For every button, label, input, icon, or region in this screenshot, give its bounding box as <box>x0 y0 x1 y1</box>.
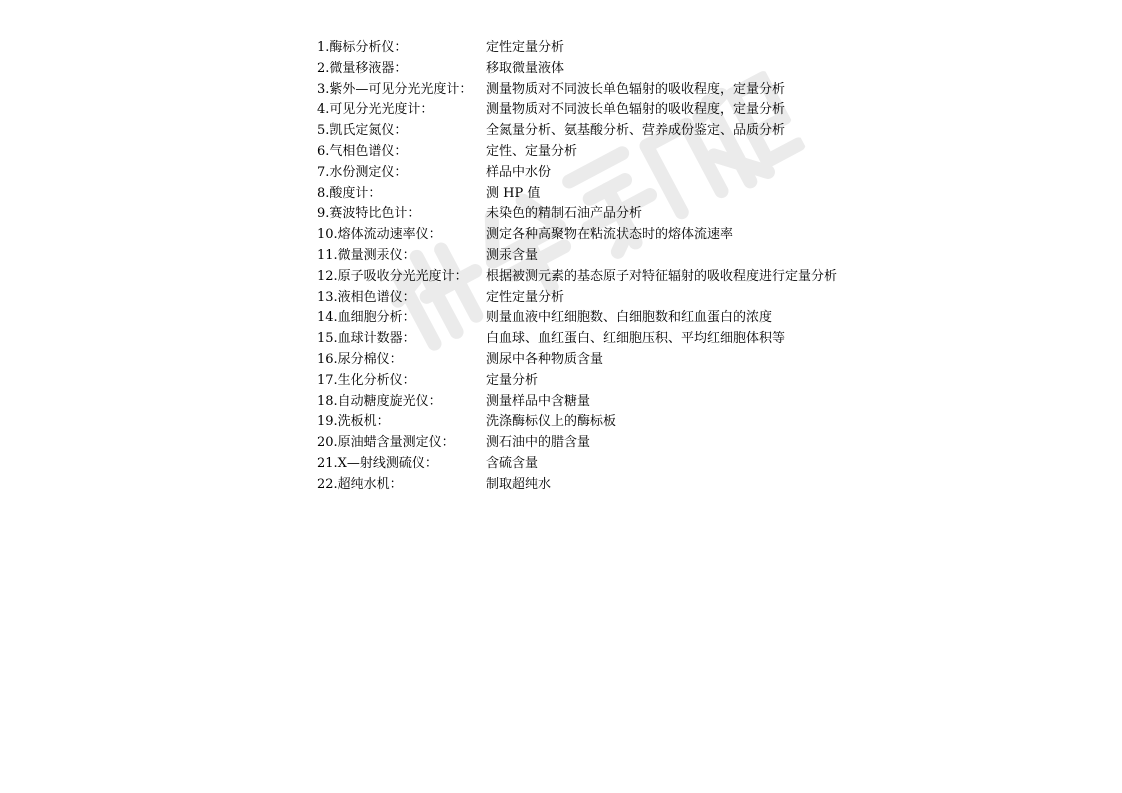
instrument-use: 定性定量分析 <box>486 40 565 55</box>
list-item <box>317 433 907 454</box>
instrument-name: 15.血球计数器： <box>317 331 416 347</box>
instrument-use: 测 HP 值 <box>486 185 541 201</box>
instrument-name: 3.紫外—可见分光光度计： <box>317 81 473 97</box>
instrument-name: 13.液相色谱仪： <box>317 289 416 305</box>
list-item <box>317 350 907 371</box>
list-item <box>317 121 907 142</box>
instrument-use: 测尿中各种物质含量 <box>486 351 604 367</box>
list-item <box>317 225 907 246</box>
instrument-name: 8.酸度计： <box>317 185 382 201</box>
instrument-name: 11.微量测汞仪： <box>317 247 416 263</box>
list-item <box>317 204 907 225</box>
instrument-name: 20.原油蜡含量测定仪： <box>317 435 455 451</box>
instrument-use: 则量血液中红细胞数、白细胞数和红血蛋白的浓度 <box>486 310 773 326</box>
instrument-name: 16.尿分棉仪： <box>317 351 403 367</box>
instrument-name: 19.洗板机： <box>317 414 390 430</box>
list-item <box>317 392 907 413</box>
list-item <box>317 184 907 205</box>
instrument-use: 根据被测元素的基态原子对特征辐射的吸收程度进行定量分析 <box>486 268 838 284</box>
instrument-use: 白血球、血红蛋白、红细胞压积、平均红细胞体积等 <box>486 331 786 347</box>
instrument-name: 6.气相色谱仪： <box>317 143 408 159</box>
instrument-use: 制取超纯水 <box>486 476 552 492</box>
instrument-use: 定性、定量分析 <box>486 143 578 159</box>
instrument-name: 5.凯氏定氮仪： <box>317 123 408 139</box>
instrument-name: 7.水份测定仪： <box>317 164 408 180</box>
list-item <box>317 142 907 163</box>
instrument-use: 测量物质对不同波长单色辐射的吸收程度，定量分析 <box>486 102 786 118</box>
list-item <box>317 38 907 59</box>
instrument-use: 含硫含量 <box>486 455 539 471</box>
instrument-use: 测量物质对不同波长单色辐射的吸收程度，定量分析 <box>486 81 786 97</box>
instrument-list <box>317 38 907 496</box>
instrument-name: 10.熔体流动速率仪： <box>317 227 442 243</box>
instrument-name: 14.血细胞分析： <box>317 310 416 326</box>
instrument-use: 未染色的精制石油产品分析 <box>486 206 643 222</box>
instrument-use: 移取微量液体 <box>486 60 565 76</box>
instrument-name: 1.酶标分析仪： <box>317 40 408 55</box>
instrument-use: 洗涤酶标仪上的酶标板 <box>486 414 617 430</box>
list-item <box>317 80 907 101</box>
instrument-use: 测汞含量 <box>486 247 539 263</box>
instrument-use: 定性定量分析 <box>486 289 565 305</box>
instrument-name: 12.原子吸收分光光度计： <box>317 268 468 284</box>
list-item <box>317 475 907 496</box>
list-item <box>317 246 907 267</box>
instrument-use: 测量样品中含糖量 <box>486 393 591 409</box>
instrument-name: 21.X—射线测硫仪： <box>317 455 438 471</box>
instrument-use: 测定各种高聚物在粘流状态时的熔体流速率 <box>486 227 734 243</box>
list-item <box>317 412 907 433</box>
instrument-use: 样品中水份 <box>486 164 552 180</box>
list-item <box>317 288 907 309</box>
list-item <box>317 59 907 80</box>
instrument-use: 定量分析 <box>486 372 539 388</box>
list-item <box>317 267 907 288</box>
instrument-name: 2.微量移液器： <box>317 60 408 76</box>
list-item <box>317 329 907 350</box>
instrument-name: 4.可见分光光度计： <box>317 102 434 118</box>
list-item <box>317 454 907 475</box>
list-item <box>317 163 907 184</box>
instrument-name: 17.生化分析仪： <box>317 372 416 388</box>
list-item <box>317 308 907 329</box>
instrument-use: 测石油中的腊含量 <box>486 435 591 451</box>
instrument-name: 18.自动糖度旋光仪： <box>317 393 442 409</box>
list-item <box>317 100 907 121</box>
instrument-name: 22.超纯水机： <box>317 476 403 492</box>
list-item <box>317 371 907 392</box>
instrument-name: 9.赛波特比色计： <box>317 206 421 222</box>
instrument-use: 全氮量分析、氨基酸分析、营养成份鉴定、品质分析 <box>486 123 786 139</box>
